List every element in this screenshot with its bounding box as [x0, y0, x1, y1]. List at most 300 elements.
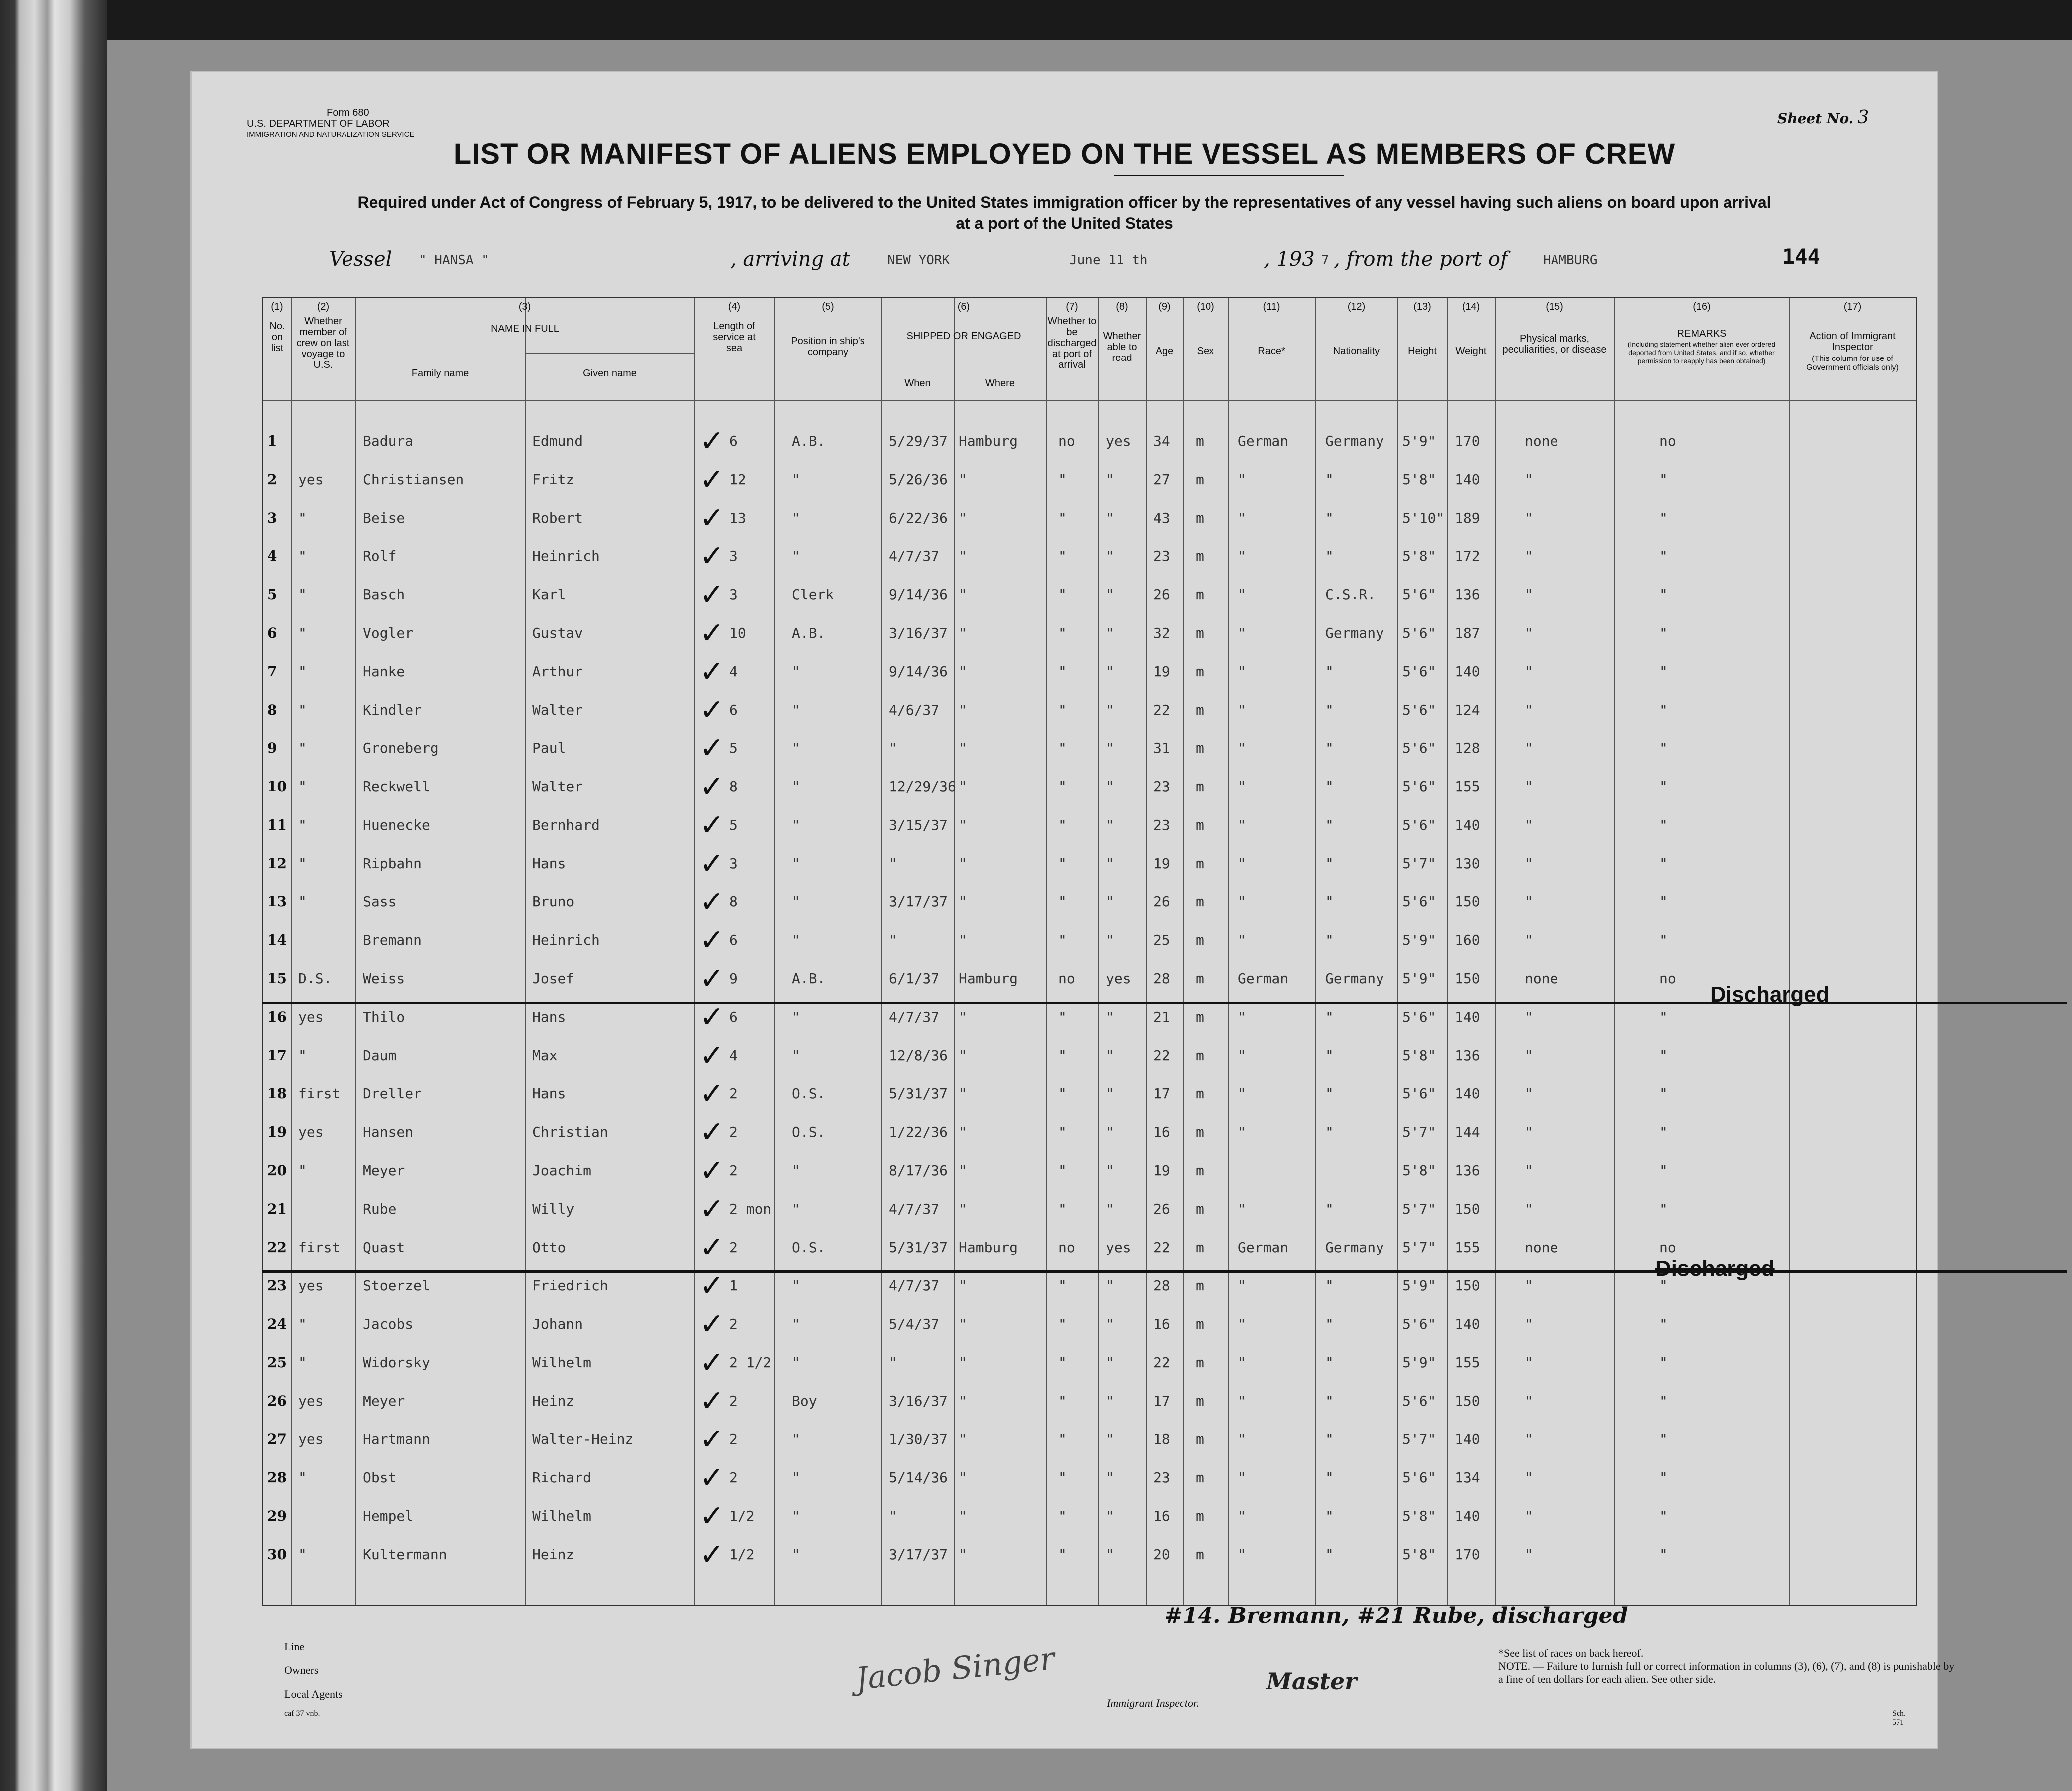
shipped-where-cell: Hamburg: [959, 970, 1018, 987]
nationality-cell: ": [1325, 702, 1334, 718]
page-title: LIST OR MANIFEST OF ALIENS EMPLOYED ON THE VESSEL AS MEMBERS OF CREW: [453, 138, 1676, 170]
age-cell: 19: [1153, 855, 1170, 872]
row-number: 21: [267, 1201, 287, 1217]
shipped-when-cell: 3/16/37: [889, 1393, 948, 1409]
service-length-cell: 12: [729, 471, 746, 488]
physical-marks-cell: ": [1525, 471, 1533, 488]
row-number: 4: [267, 548, 277, 564]
col16-header: REMARKS: [1677, 328, 1727, 339]
physical-marks-cell: ": [1525, 1469, 1533, 1486]
height-cell: 5'9": [1402, 932, 1436, 948]
given-name-cell: Arthur: [532, 663, 583, 680]
service-length-cell: 6: [729, 702, 738, 718]
discharged-annotation-21: Discharged: [1655, 1256, 1775, 1281]
table-row: [263, 1152, 1916, 1191]
previous-voyage-cell: D.S.: [298, 970, 332, 987]
arriving-label: , arriving at: [730, 248, 850, 271]
race-cell: ": [1238, 1085, 1246, 1102]
sex-cell: m: [1196, 1047, 1204, 1064]
physical-marks-cell: ": [1525, 778, 1533, 795]
physical-marks-cell: ": [1525, 1277, 1533, 1294]
race-cell: ": [1238, 1047, 1246, 1064]
col8-num: (8): [1116, 301, 1128, 312]
table-row: [263, 1191, 1916, 1229]
checkmark-icon: ✓: [699, 424, 725, 459]
service-length-cell: 5: [729, 740, 738, 756]
weight-cell: 150: [1455, 1393, 1480, 1409]
previous-voyage-cell: ": [298, 702, 307, 718]
remarks-cell: ": [1659, 471, 1668, 488]
able-to-read-cell: ": [1106, 1124, 1114, 1140]
able-to-read-cell: ": [1106, 1431, 1114, 1447]
position-cell: ": [792, 1354, 800, 1371]
race-cell: ": [1238, 1469, 1246, 1486]
physical-marks-cell: ": [1525, 817, 1533, 833]
shipped-when-cell: 3/17/37: [889, 1546, 948, 1563]
discharged-cell: ": [1058, 548, 1067, 564]
checkmark-icon: ✓: [699, 1153, 725, 1188]
remarks-cell: ": [1659, 586, 1668, 603]
remarks-cell: ": [1659, 1162, 1668, 1179]
table-row: [263, 692, 1916, 730]
able-to-read-cell: ": [1106, 1508, 1114, 1524]
remarks-cell: ": [1659, 817, 1668, 833]
remarks-cell: ": [1659, 740, 1668, 756]
remarks-cell: ": [1659, 1469, 1668, 1486]
able-to-read-cell: ": [1106, 1469, 1114, 1486]
family-name-header: Family name: [411, 368, 469, 379]
family-name-cell: Vogler: [363, 625, 414, 641]
inspector-signature: Jacob Singer: [854, 1640, 1057, 1697]
position-cell: O.S.: [792, 1239, 826, 1255]
shipped-where-cell: ": [959, 740, 967, 756]
shipped-where-cell: ": [959, 1277, 967, 1294]
age-cell: 34: [1153, 433, 1170, 449]
position-cell: O.S.: [792, 1085, 826, 1102]
remarks-cell: ": [1659, 1085, 1668, 1102]
height-cell: 5'9": [1402, 433, 1436, 449]
shipped-when-cell: 4/7/37: [889, 1201, 940, 1217]
position-cell: ": [792, 1162, 800, 1179]
height-cell: 5'9": [1402, 970, 1436, 987]
previous-voyage-cell: ": [298, 817, 307, 833]
manifest-footer: [262, 1603, 1955, 1727]
race-cell: ": [1238, 778, 1246, 795]
shipped-when-cell: 12/29/36: [889, 778, 956, 795]
service-length-cell: 1/2: [729, 1546, 755, 1563]
age-cell: 20: [1153, 1546, 1170, 1563]
physical-marks-cell: ": [1525, 1354, 1533, 1371]
discharged-cell: ": [1058, 932, 1067, 948]
checkmark-icon: ✓: [699, 731, 725, 766]
physical-marks-cell: ": [1525, 1124, 1533, 1140]
sex-cell: m: [1196, 855, 1204, 872]
discharged-annotation-14: Discharged: [1710, 982, 1830, 1007]
manifest-sheet: [192, 72, 1955, 1748]
previous-voyage-cell: yes: [298, 1277, 324, 1294]
able-to-read-cell: ": [1106, 1201, 1114, 1217]
height-cell: 5'6": [1402, 1393, 1436, 1409]
family-name-cell: Groneberg: [363, 740, 439, 756]
row-number: 14: [267, 932, 287, 948]
physical-marks-cell: ": [1525, 740, 1533, 756]
checkmark-icon: ✓: [699, 846, 725, 881]
family-name-cell: Meyer: [363, 1393, 405, 1409]
sex-cell: m: [1196, 510, 1204, 526]
previous-voyage-cell: ": [298, 548, 307, 564]
race-cell: ": [1238, 548, 1246, 564]
shipped-when-cell: ": [889, 932, 897, 948]
checkmark-icon: ✓: [699, 693, 725, 727]
physical-marks-cell: ": [1525, 1431, 1533, 1447]
given-name-cell: Friedrich: [532, 1277, 608, 1294]
shipped-when-cell: ": [889, 1354, 897, 1371]
age-cell: 16: [1153, 1124, 1170, 1140]
shipped-where-cell: ": [959, 548, 967, 564]
nationality-cell: ": [1325, 817, 1334, 833]
checkmark-icon: ✓: [699, 1422, 725, 1457]
sex-cell: m: [1196, 663, 1204, 680]
given-name-cell: Johann: [532, 1316, 583, 1332]
physical-marks-cell: ": [1525, 932, 1533, 948]
remarks-cell: ": [1659, 548, 1668, 564]
race-cell: ": [1238, 625, 1246, 641]
family-name-cell: Beise: [363, 510, 405, 526]
nationality-cell: ": [1325, 1354, 1334, 1371]
given-name-cell: Richard: [532, 1469, 592, 1486]
shipped-where-cell: ": [959, 778, 967, 795]
position-cell: ": [792, 1277, 800, 1294]
given-name-cell: Paul: [532, 740, 566, 756]
line-label: Line: [284, 1640, 305, 1653]
service-length-cell: 2: [729, 1469, 738, 1486]
discharged-cell: ": [1058, 471, 1067, 488]
shipped-where-cell: ": [959, 1009, 967, 1025]
height-cell: 5'7": [1402, 1239, 1436, 1255]
able-to-read-cell: ": [1106, 817, 1114, 833]
col15-header: Physical marks, peculiarities, or disease: [1502, 333, 1607, 355]
service-length-cell: 9: [729, 970, 738, 987]
nationality-cell: ": [1325, 1469, 1334, 1486]
service-length-cell: 2: [729, 1431, 738, 1447]
remarks-cell: ": [1659, 1316, 1668, 1332]
shipped-when-cell: 5/14/36: [889, 1469, 948, 1486]
given-name-cell: Robert: [532, 510, 583, 526]
discharged-cell: ": [1058, 1508, 1067, 1524]
form-identification: [247, 107, 414, 140]
weight-cell: 150: [1455, 894, 1480, 910]
sex-cell: m: [1196, 1009, 1204, 1025]
physical-marks-cell: ": [1525, 855, 1533, 872]
nationality-cell: ": [1325, 1431, 1334, 1447]
height-cell: 5'8": [1402, 471, 1436, 488]
service-name: IMMIGRATION AND NATURALIZATION SERVICE: [247, 130, 415, 139]
shipped-when-cell: ": [889, 740, 897, 756]
able-to-read-cell: ": [1106, 663, 1114, 680]
position-cell: O.S.: [792, 1124, 826, 1140]
shipped-where-cell: ": [959, 1354, 967, 1371]
age-cell: 19: [1153, 663, 1170, 680]
strikeout-line-21: [262, 1270, 2067, 1273]
able-to-read-cell: ": [1106, 1546, 1114, 1563]
family-name-cell: Jacobs: [363, 1316, 414, 1332]
given-name-cell: Bernhard: [532, 817, 600, 833]
age-cell: 22: [1153, 1047, 1170, 1064]
checkmark-icon: ✓: [699, 1230, 725, 1265]
height-cell: 5'8": [1402, 1546, 1436, 1563]
race-cell: ": [1238, 894, 1246, 910]
previous-voyage-cell: ": [298, 1546, 307, 1563]
age-cell: 17: [1153, 1085, 1170, 1102]
weight-cell: 134: [1455, 1469, 1480, 1486]
able-to-read-cell: yes: [1106, 1239, 1131, 1255]
table-row: [263, 1498, 1916, 1536]
where-header: Where: [985, 378, 1015, 389]
physical-marks-cell: ": [1525, 702, 1533, 718]
col3-num: (3): [518, 301, 531, 312]
col11-num: (11): [1263, 301, 1280, 312]
table-row: [263, 1383, 1916, 1421]
position-cell: ": [792, 548, 800, 564]
position-cell: ": [792, 932, 800, 948]
age-cell: 26: [1153, 1201, 1170, 1217]
height-cell: 5'6": [1402, 817, 1436, 833]
checkmark-icon: ✓: [699, 1345, 725, 1380]
checkmark-icon: ✓: [699, 1499, 725, 1534]
row-number: 18: [267, 1085, 287, 1102]
weight-cell: 140: [1455, 663, 1480, 680]
position-cell: ": [792, 471, 800, 488]
discharged-cell: no: [1058, 1239, 1075, 1255]
checkmark-icon: ✓: [699, 539, 725, 574]
given-name-cell: Max: [532, 1047, 558, 1064]
col1-header: No. on list: [269, 321, 285, 354]
height-cell: 5'7": [1402, 1201, 1436, 1217]
position-cell: ": [792, 1431, 800, 1447]
sex-cell: m: [1196, 1201, 1204, 1217]
family-name-cell: Badura: [363, 433, 414, 449]
checkmark-icon: ✓: [699, 577, 725, 612]
previous-voyage-cell: ": [298, 663, 307, 680]
shipped-where-cell: ": [959, 1162, 967, 1179]
table-row: [263, 615, 1916, 653]
checkmark-icon: ✓: [699, 462, 725, 497]
checkmark-icon: ✓: [699, 1460, 725, 1495]
family-name-cell: Kultermann: [363, 1546, 447, 1563]
discharged-cell: ": [1058, 855, 1067, 872]
col6-num: (6): [957, 301, 970, 312]
discharged-cell: ": [1058, 1431, 1067, 1447]
weight-cell: 140: [1455, 1508, 1480, 1524]
physical-marks-cell: ": [1525, 1393, 1533, 1409]
family-name-cell: Hanke: [363, 663, 405, 680]
weight-cell: 140: [1455, 1431, 1480, 1447]
remarks-cell: no: [1659, 970, 1676, 987]
table-row: [263, 500, 1916, 538]
remarks-cell: ": [1659, 1124, 1668, 1140]
family-name-cell: Stoerzel: [363, 1277, 430, 1294]
height-cell: 5'6": [1402, 1009, 1436, 1025]
sex-cell: m: [1196, 586, 1204, 603]
shipped-where-cell: ": [959, 510, 967, 526]
age-cell: 27: [1153, 471, 1170, 488]
shipped-where-cell: Hamburg: [959, 1239, 1018, 1255]
physical-marks-cell: ": [1525, 548, 1533, 564]
previous-voyage-cell: yes: [298, 1124, 324, 1140]
shipped-when-cell: 5/31/37: [889, 1085, 948, 1102]
service-length-cell: 4: [729, 663, 738, 680]
nationality-cell: Germany: [1325, 1239, 1384, 1255]
nationality-cell: ": [1325, 1316, 1334, 1332]
nationality-cell: ": [1325, 894, 1334, 910]
position-cell: ": [792, 1316, 800, 1332]
sex-cell: m: [1196, 1546, 1204, 1563]
row-number: 13: [267, 894, 287, 910]
discharged-cell: no: [1058, 433, 1075, 449]
nationality-cell: C.S.R.: [1325, 586, 1376, 603]
given-name-cell: Joachim: [532, 1162, 592, 1179]
height-cell: 5'7": [1402, 1124, 1436, 1140]
shipped-where-cell: ": [959, 855, 967, 872]
shipped-when-cell: 5/29/37: [889, 433, 948, 449]
given-name-cell: Willy: [532, 1201, 575, 1217]
service-length-cell: 3: [729, 855, 738, 872]
weight-cell: 140: [1455, 1009, 1480, 1025]
height-cell: 5'10": [1402, 510, 1445, 526]
local-agents-label: Local Agents: [284, 1688, 343, 1700]
age-cell: 17: [1153, 1393, 1170, 1409]
row-number: 11: [267, 817, 287, 833]
shipped-when-cell: 8/17/36: [889, 1162, 948, 1179]
weight-cell: 170: [1455, 1546, 1480, 1563]
checkmark-icon: ✓: [699, 1115, 725, 1150]
weight-cell: 189: [1455, 510, 1480, 526]
service-length-cell: 2: [729, 1124, 738, 1140]
race-cell: ": [1238, 1546, 1246, 1563]
race-cell: ": [1238, 1009, 1246, 1025]
position-cell: ": [792, 1201, 800, 1217]
previous-voyage-cell: yes: [298, 1009, 324, 1025]
family-name-cell: Hansen: [363, 1124, 414, 1140]
crew-table: [262, 297, 1917, 1606]
able-to-read-cell: ": [1106, 1354, 1114, 1371]
discharged-cell: ": [1058, 894, 1067, 910]
table-row: [263, 845, 1916, 884]
table-row: [263, 423, 1916, 461]
master-signature: Master: [1266, 1668, 1357, 1695]
race-cell: ": [1238, 740, 1246, 756]
given-name-cell: Walter: [532, 702, 583, 718]
weight-cell: 150: [1455, 1201, 1480, 1217]
title-underline: [1114, 175, 1344, 176]
previous-voyage-cell: yes: [298, 471, 324, 488]
previous-voyage-cell: ": [298, 510, 307, 526]
race-cell: ": [1238, 855, 1246, 872]
row-number: 15: [267, 970, 287, 987]
nationality-cell: ": [1325, 778, 1334, 795]
discharged-cell: ": [1058, 1201, 1067, 1217]
nationality-cell: ": [1325, 1085, 1334, 1102]
sex-cell: m: [1196, 1239, 1204, 1255]
checkmark-icon: ✓: [699, 501, 725, 536]
service-length-cell: 5: [729, 817, 738, 833]
remarks-cell: ": [1659, 625, 1668, 641]
row-number: 8: [267, 702, 277, 718]
physical-marks-cell: none: [1525, 433, 1558, 449]
position-cell: ": [792, 1546, 800, 1563]
nationality-cell: ": [1325, 855, 1334, 872]
shipped-where-cell: ": [959, 1431, 967, 1447]
able-to-read-cell: ": [1106, 1316, 1114, 1332]
age-cell: 23: [1153, 1469, 1170, 1486]
row-number: 16: [267, 1009, 287, 1025]
shipped-when-cell: 5/4/37: [889, 1316, 940, 1332]
col7-header: Whether to be discharged at port of arrival: [1047, 316, 1097, 370]
physical-marks-cell: ": [1525, 1085, 1533, 1102]
col7-num: (7): [1066, 301, 1078, 312]
nationality-cell: ": [1325, 548, 1334, 564]
remarks-cell: no: [1659, 1239, 1676, 1255]
nationality-cell: ": [1325, 663, 1334, 680]
discharged-cell: ": [1058, 1124, 1067, 1140]
sex-cell: m: [1196, 1393, 1204, 1409]
col8-header: Whether able to read: [1103, 331, 1141, 363]
table-row: [263, 538, 1916, 576]
col2-header: Whether member of crew on last voyage to U.S.: [296, 316, 350, 370]
service-length-cell: 8: [729, 778, 738, 795]
discharged-cell: ": [1058, 1009, 1067, 1025]
given-name-cell: Hans: [532, 855, 566, 872]
discharged-cell: ": [1058, 663, 1067, 680]
given-name-cell: Christian: [532, 1124, 608, 1140]
table-row: [263, 653, 1916, 692]
shipped-when-cell: ": [889, 1508, 897, 1524]
given-name-cell: Karl: [532, 586, 566, 603]
table-row: [263, 461, 1916, 500]
age-cell: 23: [1153, 778, 1170, 795]
race-cell: German: [1238, 970, 1289, 987]
service-length-cell: 6: [729, 433, 738, 449]
previous-voyage-cell: yes: [298, 1393, 324, 1409]
height-cell: 5'7": [1402, 855, 1436, 872]
age-cell: 22: [1153, 1354, 1170, 1371]
table-row: [263, 730, 1916, 768]
checkmark-icon: ✓: [699, 1076, 725, 1111]
race-cell: ": [1238, 1393, 1246, 1409]
department-name: U.S. DEPARTMENT OF LABOR: [247, 118, 390, 129]
age-cell: 23: [1153, 548, 1170, 564]
given-name-cell: Hans: [532, 1085, 566, 1102]
checkmark-icon: ✓: [699, 1537, 725, 1572]
shipped-where-cell: ": [959, 1124, 967, 1140]
weight-cell: 136: [1455, 586, 1480, 603]
given-name-cell: Wilhelm: [532, 1508, 592, 1524]
form-number: Form 680: [327, 107, 369, 118]
position-cell: A.B.: [792, 625, 826, 641]
given-name-cell: Fritz: [532, 471, 575, 488]
shipped-where-cell: Hamburg: [959, 433, 1018, 449]
weight-cell: 140: [1455, 1085, 1480, 1102]
race-cell: ": [1238, 663, 1246, 680]
discharged-cell: ": [1058, 625, 1067, 641]
checkmark-icon: ✓: [699, 1192, 725, 1227]
service-length-cell: 13: [729, 510, 746, 526]
height-cell: 5'8": [1402, 1162, 1436, 1179]
discharged-cell: ": [1058, 1354, 1067, 1371]
table-row: [263, 922, 1916, 960]
row-number: 29: [267, 1508, 287, 1524]
physical-marks-cell: ": [1525, 510, 1533, 526]
